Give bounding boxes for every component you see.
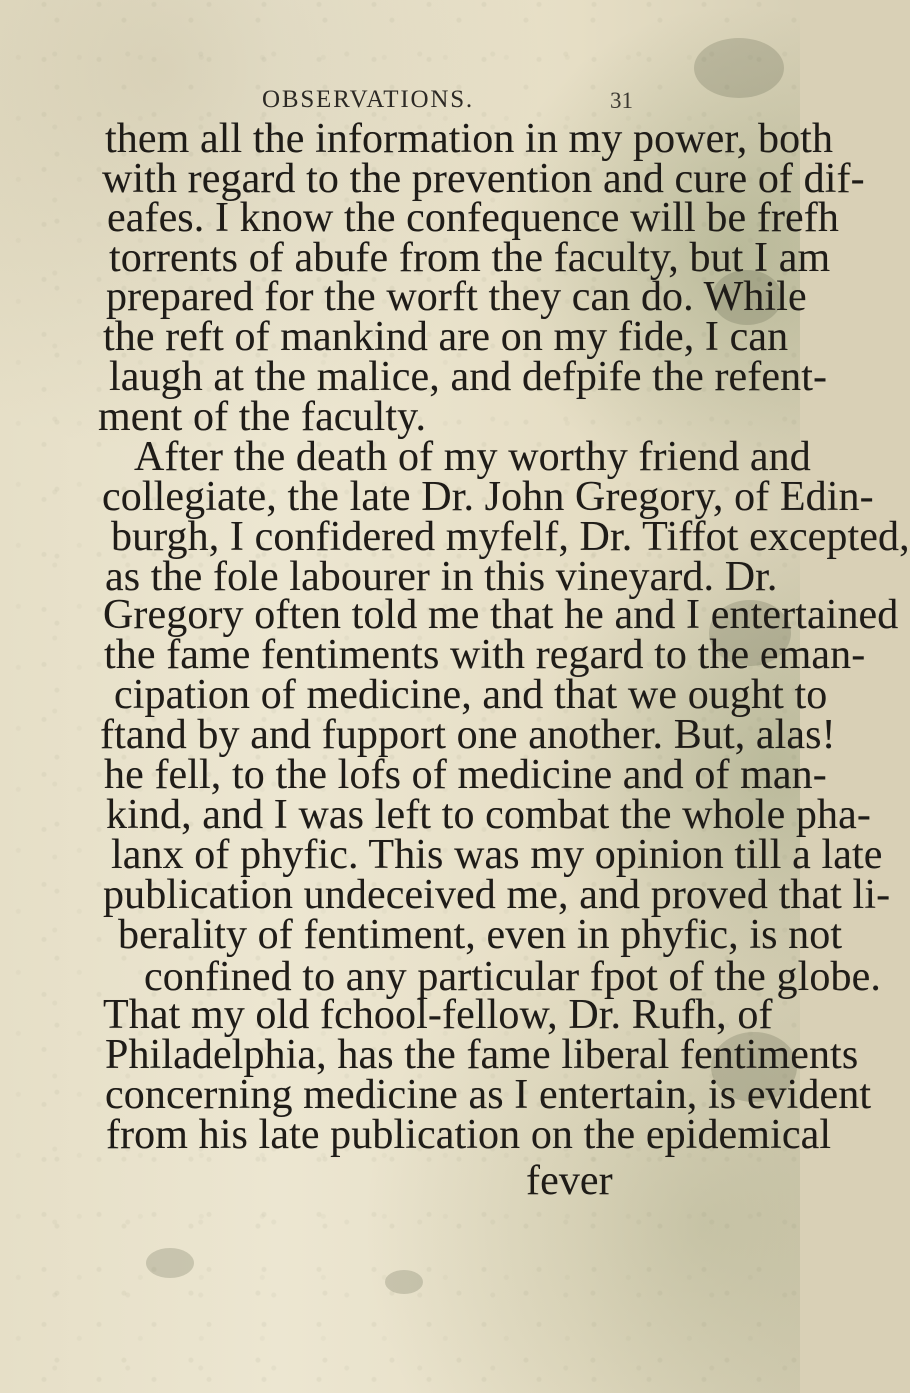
text-line: torrents of abufe from the faculty, but I am [109,235,831,281]
text-line: he fell, to the lofs of medicine and of man- [104,752,827,798]
text-line: collegiate, the late Dr. John Gregory, of Edin- [102,474,874,520]
text-line: the fame fentiments with regard to the eman- [104,632,866,678]
page-header [0,86,800,120]
page-number: 31 [610,88,633,113]
text-line: as the fole labourer in this vineyard. Dr. [105,554,778,600]
catchword: fever [526,1158,613,1204]
text-line: from his late publication on the epidemical [106,1112,832,1158]
text-line: ftand by and fupport one another. But, alas! [100,712,836,758]
text-line: confined to any particular fpot of the globe. [144,954,881,1000]
text-line: with regard to the prevention and cure of dif- [102,156,865,202]
text-line: cipation of medicine, and that we ought to [114,672,828,718]
text-line: prepared for the worft they can do. While [106,274,807,320]
text-line: ment of the faculty. [98,394,427,440]
text-line: lanx of phyfic. This was my opinion till a late [111,832,883,878]
text-line: publication undeceived me, and proved that li- [103,872,891,918]
text-line: eafes. I know the confequence will be frefh [107,195,839,241]
text-line: them all the information in my power, both [105,116,834,162]
paper-stain [385,1270,423,1294]
text-line: Gregory often told me that he and I entertained [103,592,899,638]
text-line: Philadelphia, has the fame liberal fentiments [105,1032,859,1078]
text-line: burgh, I confidered myfelf, Dr. Tiffot excepted, [111,514,910,560]
text-line: berality of fentiment, even in phyfic, is not [118,912,843,958]
paper-stain [146,1248,194,1278]
text-line: concerning medicine as I entertain, is evident [105,1072,872,1118]
text-line: That my old fchool-fellow, Dr. Rufh, of [103,992,773,1038]
text-line: kind, and I was left to combat the whole pha- [106,792,871,838]
running-head: OBSERVATIONS. [262,86,474,113]
text-line: After the death of my worthy friend and [134,434,811,480]
text-line: the reft of mankind are on my fide, I can [103,314,789,360]
text-line: laugh at the malice, and defpife the refent- [109,354,828,400]
